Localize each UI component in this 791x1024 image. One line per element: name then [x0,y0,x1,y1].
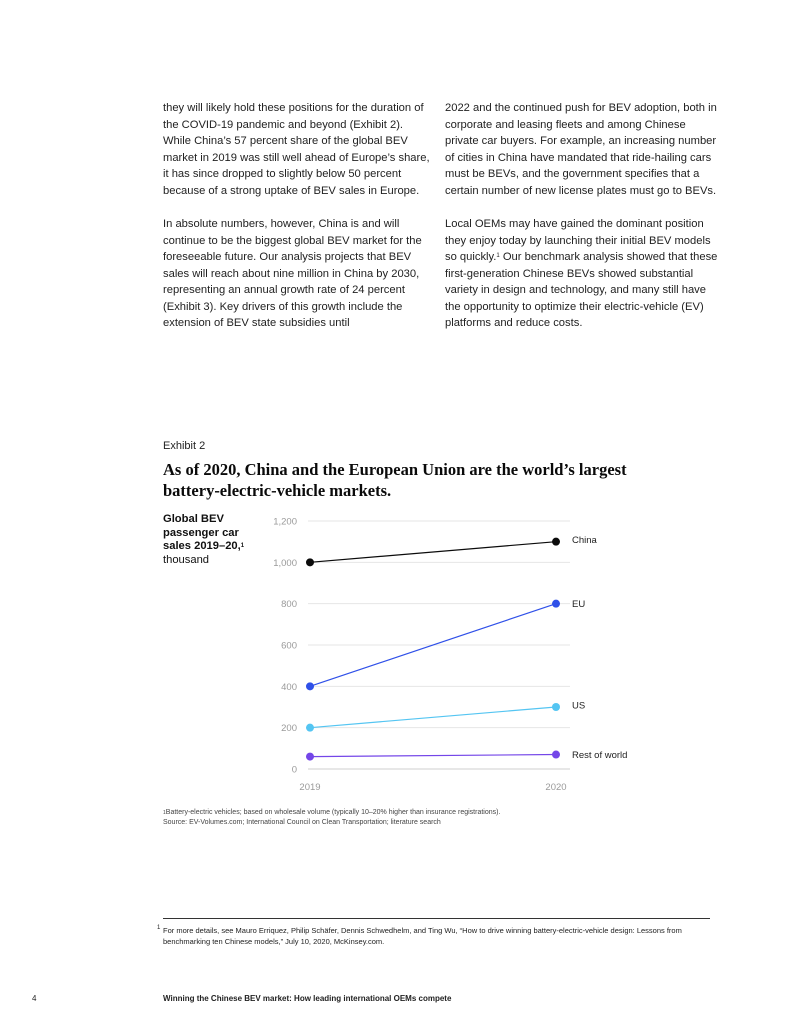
data-point [552,703,560,711]
data-point [552,538,560,546]
data-point [306,724,314,732]
series-line [310,707,556,728]
footnote-divider [163,918,710,919]
chart-caption-unit: thousand [163,553,210,566]
chart-caption-mark: 1 [240,543,245,549]
footnote-text: For more details, see Mauro Erriquez, Philip Schäfer, Dennis Schwedhelm, and Ting Wu, “How to drive winning battery-electric-vehicle design: Lessons from benchmarking ten Chinese models,” July 10, 2020, McKinsey.com. [163,926,682,946]
footnote-mark: 1 [157,925,161,931]
data-point [306,682,314,690]
series-label: EU [572,599,586,611]
series-label: US [572,700,586,712]
exhibit-label: Exhibit 2 [163,440,206,452]
body-paragraph-text: Our benchmark analysis showed that these first-generation Chinese BEVs showed substantial variety in design and technology, and many still have the opportunity to optimize their electric-vehicle (EV) platforms and reduce costs. [445,251,718,329]
chart-caption-title: Global BEV passenger car sales 2019–20,$^1$ [163,513,245,552]
y-tick-label: 200 [281,723,297,735]
y-tick-label: 800 [281,599,297,611]
series-line [310,542,556,563]
y-tick-label: 0 [291,764,297,776]
y-tick-label: 1,000 [273,557,297,569]
chart-source-text: Source: EV-Volumes.com; International Council on Clean Transportation; literature search [163,819,441,826]
body-paragraph: they will likely hold these positions for the duration of the COVID-19 pandemic and beyond (Exhibit 2). While China’s 57 percent share of the global BEV market in 2019 was still well ahead of Europe’s share, it has since dropped to slightly below 50 percent because of a strong uptake of BEV sales in Europe. [163,102,430,197]
y-tick-label: 1,200 [273,516,297,528]
exhibit-title: As of 2020, China and the European Union are the world’s largest battery-electric-vehicle markets. [163,460,627,500]
page-number: 4 [32,994,37,1003]
running-title: Winning the Chinese BEV market: How leading international OEMs compete [163,994,452,1003]
x-tick-label: 2020 [545,782,567,793]
chart-note: $^1$Battery-electric vehicles; based on wholesale volume (typically 10–20% higher than insurance registrations). [163,809,501,816]
y-tick-label: 400 [281,681,297,693]
data-point [306,753,314,761]
body-paragraph: In absolute numbers, however, China is and will continue to be the biggest global BEV market for the foreseeable future. Our analysis projects that BEV sales will reach about nine million in China by 2030, representing an annual growth rate of 24 percent (Exhibit 3). Key drivers of this growth include the extension of BEV state subsidies until [163,218,422,329]
body-paragraph-text: Local OEMs may have gained the dominant position they enjoy today by launching their initial BEV models so quickly. [445,218,711,263]
series-label: Rest of world [572,750,628,762]
body-paragraph: 2022 and the continued push for BEV adoption, both in corporate and leasing fleets and among Chinese private car buyers. For example, an increasing number of cities in China have mandated that ride-hailing cars must be BEVs, and the government specifies that a certain number of new license plates must go to BEVs. [445,102,717,197]
footnote [157,925,713,947]
chart-source [163,808,723,828]
series-label: China [572,535,597,547]
footnote-reference: 1 [496,253,500,259]
series-line [310,755,556,757]
data-point [552,751,560,759]
data-point [306,558,314,566]
x-tick-label: 2019 [299,782,321,793]
data-point [552,600,560,608]
y-tick-label: 600 [281,640,297,652]
